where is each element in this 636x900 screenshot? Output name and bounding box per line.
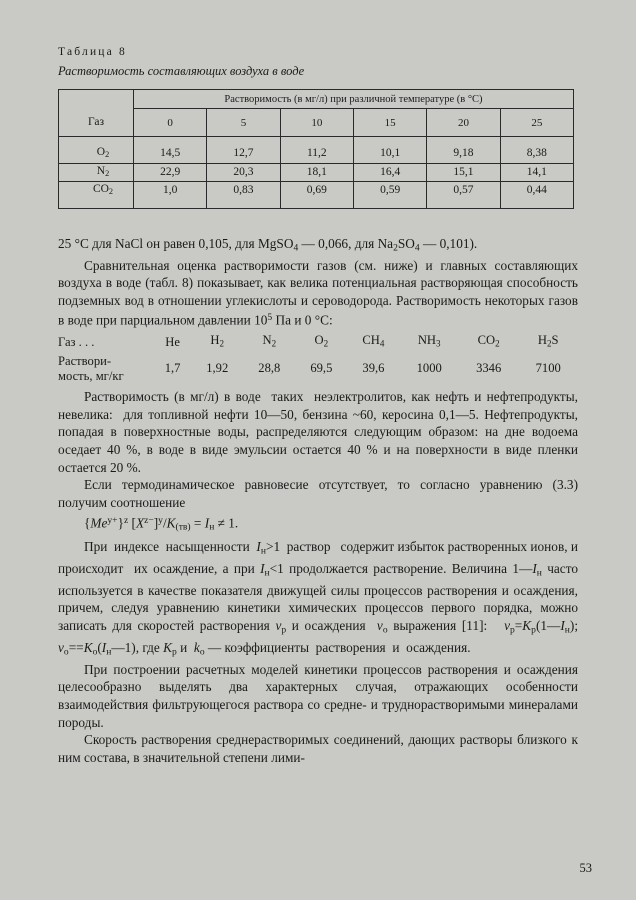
- cell-o2-25: 8,38: [500, 137, 573, 164]
- cell-o2-20: 9,18: [427, 137, 500, 164]
- mini-gas-h2: $H_2$: [210, 333, 225, 349]
- mini-gas-nh3: $NH_3$: [417, 333, 441, 349]
- paragraph-6: При построении расчетных моделей кинетики процессов растворения и осаждения целесообразно выделять два характерных случая, отражающих особенности взаимодействия фильтрующегося раствора со средне- и труднорастворимыми минералами породы.: [58, 661, 578, 730]
- cell-n2-5: 20,3: [207, 163, 280, 182]
- temp-header-5: 5: [207, 109, 280, 137]
- mini-gas-o2: $O_2$: [314, 333, 329, 349]
- cell-co2-0: 1,0: [134, 182, 207, 209]
- cell-n2-20: 15,1: [427, 163, 500, 182]
- paragraph-5: При индексе насыщенности $I_н>1$ раствор содержит избыток растворенных ионов, и происходит их осаждение, а при $I_н<1$ продолжается растворение. Величина $1—I_н$ часто используется в качестве показателя движущей силы процессов растворения и осаждения, причем, следуя уравнению кинетики химических процессов первого порядка, можно записать для скоростей растворения $v_р$ и осаждения $v_о$ выражения [11]: $v_р=K_р(1—I_н)$; $v_о==K_о(I_н—1)$, где $K_р$ и $k_о$ — коэффициенты растворения и осаждения.: [58, 538, 579, 658]
- temp-header-20: 20: [427, 109, 500, 137]
- row-gas-label: $N_2$: [59, 163, 134, 182]
- mini-gas-ch4: $CH_4$: [362, 333, 385, 349]
- mini-val-ch4: 39,6: [362, 361, 385, 376]
- gas-column-header-label: Газ: [59, 109, 134, 137]
- cell-o2-5: 12,7: [207, 137, 280, 164]
- mini-val-h2s: 7100: [535, 361, 561, 376]
- cell-n2-0: 22,9: [134, 163, 207, 182]
- mini-label-solubility: Раствори- мость, мг/кг: [58, 354, 124, 384]
- mini-val-h2: 1,92: [206, 361, 229, 376]
- page-content: [58, 46, 578, 766]
- mini-val-o2: 69,5: [310, 361, 333, 376]
- mini-gas-he: He: [165, 334, 180, 349]
- temp-header-0: 0: [134, 109, 207, 137]
- table-row: [59, 137, 574, 164]
- mini-row-values: [58, 353, 578, 384]
- row-gas-label: $CO_2$: [59, 182, 134, 209]
- table-number-label: Таблица 8: [58, 46, 127, 58]
- row-gas-label: $O_2$: [59, 137, 134, 164]
- temperature-span-header: Растворимость (в мг/л) при различной температуре (в °C): [134, 90, 574, 109]
- cell-co2-5: 0,83: [207, 182, 280, 209]
- paragraph-2: Сравнительная оценка растворимости газов (см. ниже) и главных составляющих воздуха в воде (табл. 8) показывает, как велика потенциальная растворяющая способность подземных вод в отношении углекислоты и сероводорода. Растворимость некоторых газов в воде при парциальном давлении $10^5$ Па и 0 °C:: [58, 257, 578, 328]
- mini-val-he: 1,7: [164, 361, 181, 376]
- table-header-row-1: [59, 90, 574, 109]
- paragraph-3: Растворимость (в мг/л) в воде таких неэлектролитов, как нефть и нефтепродукты, невелика: для топливной нефти 10—50, бензина ~60, керосина 0,1—5. Нефтепродукты, попадая в поверхностные воды, распределяются следующим образом: на дне водоема оседает 40 %, в воде в виде эмульсии остается 40 % и на поверхности в виде пленки остается 20 %.: [58, 389, 578, 475]
- gas-column-header: [59, 90, 134, 109]
- temp-header-10: 10: [280, 109, 353, 137]
- mini-gas-co2: $CO_2$: [477, 333, 500, 349]
- paragraph-7: Скорость растворения среднерастворимых соединений, дающих растворы близкого к ним состава, в значительной степени лими-: [58, 732, 578, 765]
- cell-co2-25: 0,44: [500, 182, 573, 209]
- mini-val-n2: 28,8: [258, 361, 281, 376]
- cell-n2-15: 16,4: [353, 163, 426, 182]
- table-header-row-2: [59, 109, 574, 137]
- table-title: Растворимость составляющих воздуха в воде: [58, 64, 305, 78]
- cell-co2-15: 0,59: [353, 182, 426, 209]
- temp-header-15: 15: [353, 109, 426, 137]
- paragraph-4: Если термодинамическое равновесие отсутствует, то согласно уравнению (3.3) получим соотношение: [58, 477, 578, 510]
- mini-gas-h2s: $H_2S$: [537, 333, 559, 349]
- paragraph-1: 25 °C для NaCl он равен 0,105, для MgSO$_4$ — 0,066, для $Na_2SO_4$ — 0,101).: [58, 235, 478, 254]
- mini-row-gases: [58, 332, 578, 353]
- formula-saturation-index: $\{Me^{y+}\}^z$ $[X^{z-}]^y/K_{(тв)} = I_н \ne 1$.: [84, 515, 239, 534]
- temp-header-25: 25: [500, 109, 573, 137]
- page-number: 53: [579, 861, 592, 875]
- cell-co2-20: 0,57: [427, 182, 500, 209]
- mini-label-gas: Газ . . .: [58, 334, 95, 349]
- cell-o2-10: 11,2: [280, 137, 353, 164]
- gas-solubility-mini-table: [58, 332, 578, 384]
- cell-o2-15: 10,1: [353, 137, 426, 164]
- cell-n2-25: 14,1: [500, 163, 573, 182]
- solubility-table: [58, 89, 574, 209]
- cell-n2-10: 18,1: [280, 163, 353, 182]
- cell-co2-10: 0,69: [280, 182, 353, 209]
- table-row: [59, 163, 574, 182]
- table-row: [59, 182, 574, 209]
- mini-val-co2: 3346: [476, 361, 502, 376]
- body-text: [58, 235, 578, 767]
- cell-o2-0: 14,5: [134, 137, 207, 164]
- mini-val-nh3: 1000: [416, 361, 442, 376]
- mini-gas-n2: $N_2$: [262, 333, 277, 349]
